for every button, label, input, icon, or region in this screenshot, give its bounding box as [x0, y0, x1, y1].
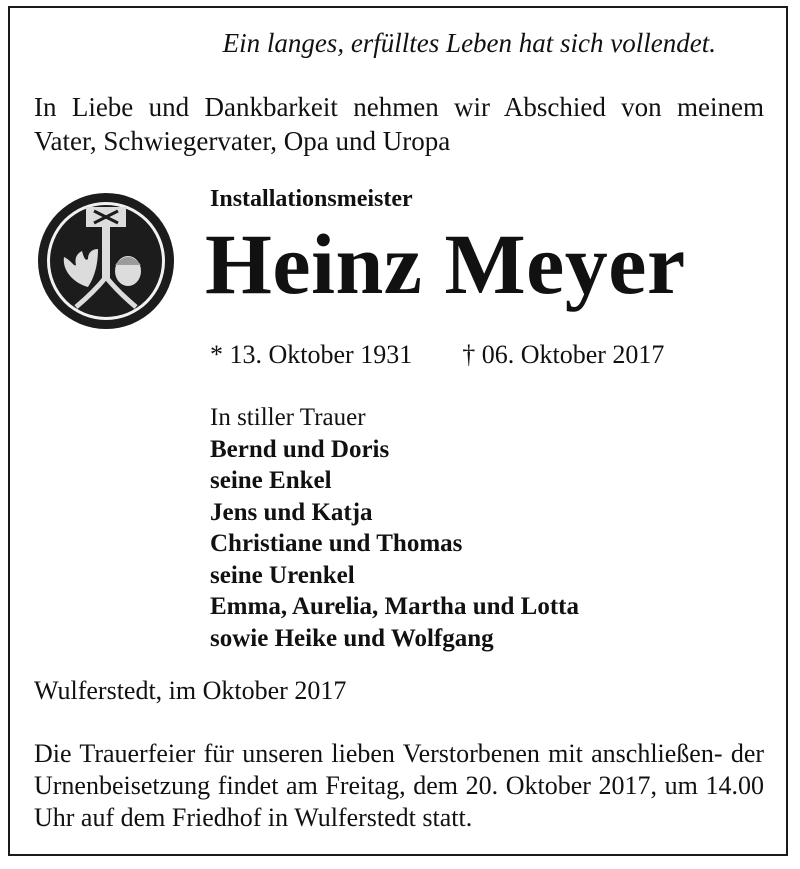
- funeral-line-2: der Urnenbeisetzung findet am Freitag, dem 20. Oktober 2017, um: [34, 739, 765, 800]
- deceased-name: Heinz Meyer: [205, 216, 686, 312]
- motto: Ein langes, erfülltes Leben hat sich vollendet.: [222, 28, 716, 58]
- mourners-list: [210, 402, 579, 654]
- mourner-line: Jens und Katja: [210, 498, 373, 526]
- funeral-line-1: Die Trauerfeier für unseren lieben Verstorbenen mit anschließen-: [34, 739, 723, 768]
- funeral-info: [34, 738, 764, 834]
- mourner-line: seine Enkel: [210, 467, 332, 494]
- profession: Installationsmeister: [210, 186, 413, 212]
- mourners-title: In stiller Trauer: [210, 404, 366, 431]
- death-date: † 06. Oktober 2017: [462, 340, 665, 369]
- intro-line-2: Vater, Schwiegervater, Opa und Uropa: [34, 126, 451, 156]
- mourner-line: Emma, Aurelia, Martha und Lotta: [210, 593, 579, 620]
- mourner-line: Christiane und Thomas: [210, 530, 463, 557]
- hammer-and-oak-emblem-icon: [36, 191, 176, 331]
- life-dates: [210, 340, 664, 370]
- mourner-line: Bernd und Doris: [210, 435, 390, 463]
- funeral-line-3: 14.00 Uhr auf dem Friedhof in Wulferstedt statt.: [34, 771, 764, 832]
- intro-text: [34, 90, 764, 158]
- mourner-line: seine Urenkel: [210, 561, 355, 589]
- birth-date: * 13. Oktober 1931: [210, 340, 413, 369]
- mourner-line: sowie Heike und Wolfgang: [210, 624, 494, 652]
- intro-line-1: In Liebe und Dankbarkeit nehmen wir Abschied von meinem: [34, 92, 764, 122]
- place-and-date: Wulferstedt, im Oktober 2017: [34, 676, 347, 705]
